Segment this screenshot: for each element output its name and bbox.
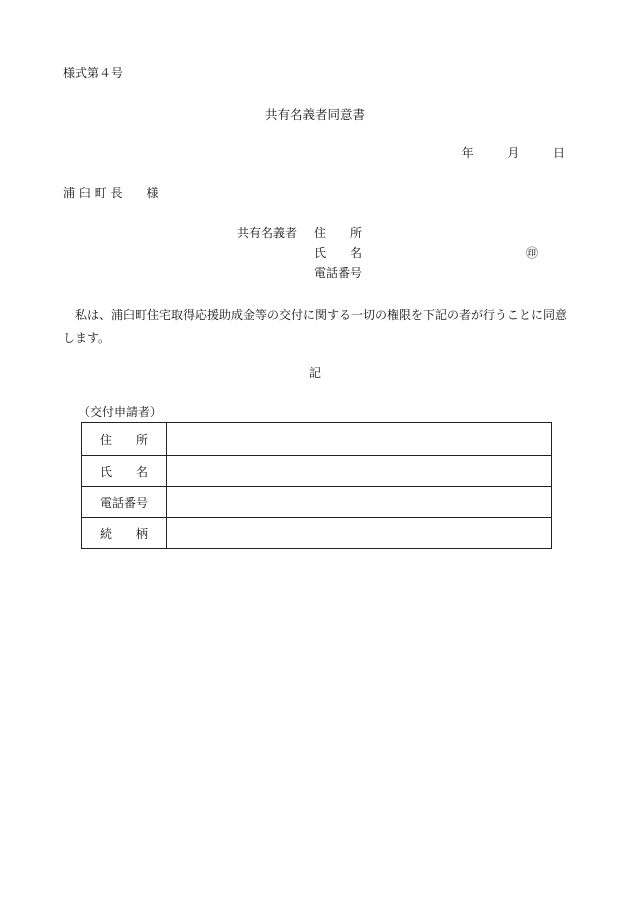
table-row	[82, 456, 552, 487]
applicant-address-label: 住 所	[82, 423, 167, 456]
table-row	[82, 487, 552, 518]
ki-heading: 記	[308, 366, 321, 380]
owner-name-label: 氏 名	[314, 246, 363, 260]
owner-label: 共有名義者	[237, 226, 298, 240]
seal-mark: ㊞	[526, 246, 539, 260]
table-row	[82, 518, 552, 549]
applicant-table	[81, 422, 552, 549]
applicant-caption: （交付申請者）	[78, 405, 163, 419]
applicant-name-field[interactable]	[167, 456, 552, 487]
document-title: 共有名義者同意書	[264, 107, 365, 122]
applicant-phone-field[interactable]	[167, 487, 552, 518]
applicant-relationship-label: 続 柄	[82, 518, 167, 549]
date-day-label: 日	[552, 146, 565, 160]
form-number: 様式第４号	[63, 66, 124, 80]
applicant-address-field[interactable]	[167, 423, 552, 456]
date-month-label: 月	[507, 146, 520, 160]
date-year-label: 年	[461, 146, 474, 160]
addressee: 浦 臼 町 長 様	[63, 186, 159, 200]
consent-statement: 私は、浦臼町住宅取得応援助成金等の交付に関する一切の権限を下記の者が行うことに同意します。	[63, 308, 568, 345]
applicant-name-label: 氏 名	[82, 456, 167, 487]
owner-address-label: 住 所	[314, 226, 363, 240]
owner-fields	[314, 226, 362, 286]
applicant-phone-label: 電話番号	[82, 487, 167, 518]
owner-phone-label: 電話番号	[314, 266, 363, 280]
applicant-relationship-field[interactable]	[167, 518, 552, 549]
date-line	[462, 146, 565, 160]
table-row	[82, 423, 552, 456]
